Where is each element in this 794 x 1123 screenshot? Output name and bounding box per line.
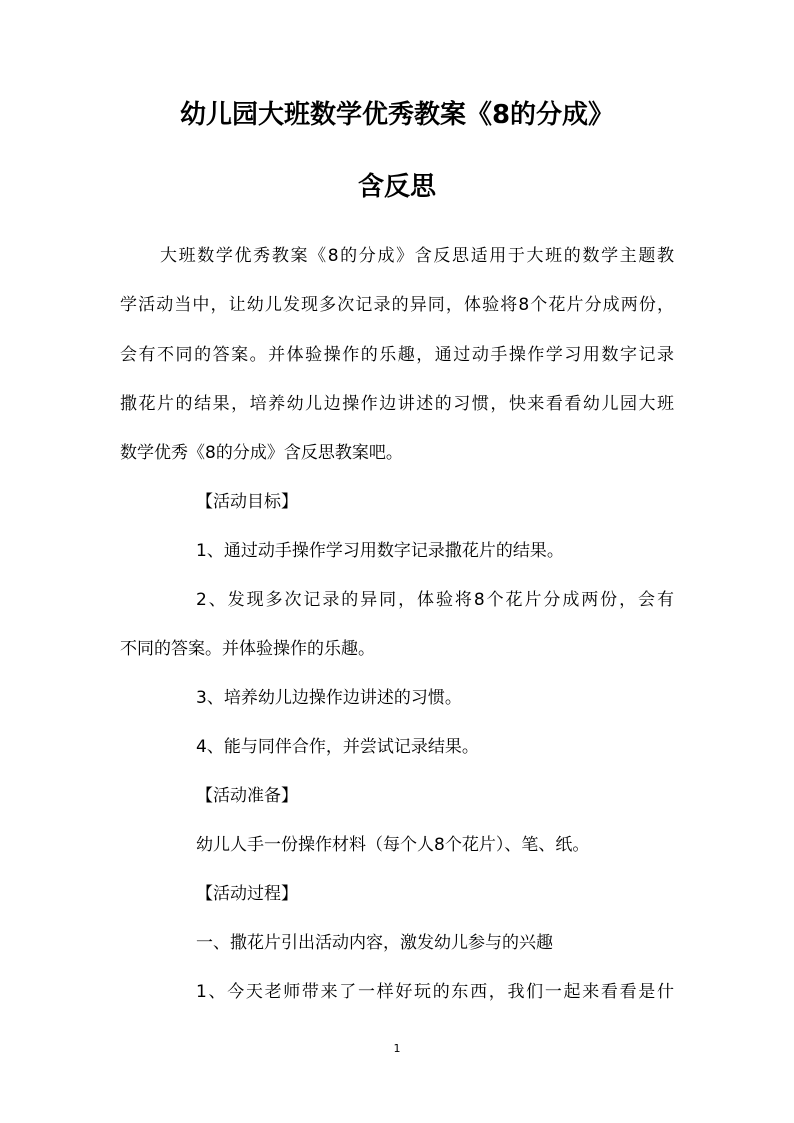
prep-text: 幼儿人手一份操作材料（每个人8个花片）、笔、纸。 — [196, 835, 590, 855]
page-number: 1 — [393, 1042, 401, 1055]
intro-line-1: 大班数学优秀教案《8的分成》含反思适用于大班的数学主题教 — [160, 246, 674, 266]
goal-item-4: 4、能与同伴合作，并尝试记录结果。 — [196, 737, 479, 757]
process-step-1-1: 1、今天老师带来了一样好玩的东西，我们一起来看看是什 — [196, 982, 674, 1002]
document-title-line-2: 含反思 — [357, 172, 436, 202]
intro-line-3: 会有不同的答案。并体验操作的乐趣，通过动手操作学习用数字记录 — [120, 345, 674, 365]
process-step-1: 一、撒花片引出活动内容，激发幼儿参与的兴趣 — [196, 933, 553, 953]
intro-line-4: 撒花片的结果，培养幼儿边操作边讲述的习惯，快来看看幼儿园大班 — [120, 394, 674, 414]
intro-line-2: 学活动当中，让幼儿发现多次记录的异同，体验将8个花片分成两份， — [120, 295, 674, 315]
document-title-line-1: 幼儿园大班数学优秀教案《8的分成》 — [179, 100, 615, 130]
section-heading-goals: 【活动目标】 — [196, 492, 298, 512]
goal-item-2-line-1: 2、发现多次记录的异同，体验将8个花片分成两份，会有 — [196, 590, 674, 610]
goal-item-2-line-2: 不同的答案。并体验操作的乐趣。 — [120, 639, 375, 659]
goal-item-3: 3、培养幼儿边操作边讲述的习惯。 — [196, 688, 462, 708]
intro-line-5: 数学优秀《8的分成》含反思教案吧。 — [120, 443, 403, 463]
section-heading-process: 【活动过程】 — [196, 884, 298, 904]
section-heading-prep: 【活动准备】 — [196, 786, 298, 806]
goal-item-1: 1、通过动手操作学习用数字记录撒花片的结果。 — [196, 541, 564, 561]
